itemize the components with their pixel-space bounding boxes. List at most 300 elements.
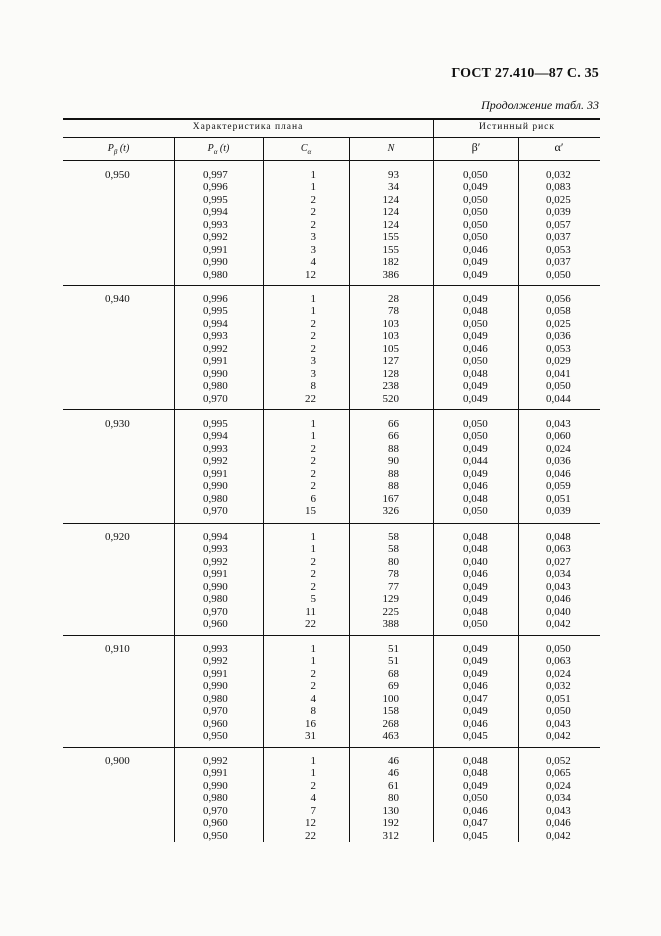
column-c-alpha — [293, 293, 316, 405]
cell-beta: 0,050 — [463, 317, 488, 330]
cell-n: 88 — [388, 442, 399, 455]
table-continuation-caption: Продолжение табл. 33 — [481, 98, 599, 112]
cell-p-alpha: 0,992 — [203, 455, 228, 468]
cell-n: 88 — [388, 467, 399, 480]
cell-alpha: 0,036 — [546, 455, 571, 468]
cell-alpha: 0,051 — [546, 492, 571, 505]
cell-n: 128 — [382, 367, 399, 380]
cell-n: 78 — [388, 305, 399, 318]
cell-n: 238 — [382, 380, 399, 393]
column-c-alpha — [293, 169, 316, 281]
cell-beta: 0,049 — [463, 779, 488, 792]
col-header-n: N — [387, 143, 395, 154]
cell-n: 130 — [382, 804, 399, 817]
column-p-alpha — [203, 531, 231, 631]
cell-alpha: 0,065 — [546, 767, 571, 780]
cell-n: 103 — [382, 330, 399, 343]
column-c-alpha — [293, 418, 316, 518]
column-rule — [349, 160, 350, 842]
cell-p-alpha: 0,992 — [203, 231, 228, 244]
cell-c-alpha: 1 — [310, 293, 316, 305]
cell-p-alpha: 0,992 — [203, 755, 228, 767]
cell-alpha: 0,056 — [546, 293, 571, 305]
cell-p-alpha: 0,990 — [203, 680, 228, 693]
cell-c-alpha: 2 — [310, 342, 316, 355]
cell-c-alpha: 2 — [310, 467, 316, 480]
cell-c-alpha: 2 — [310, 667, 316, 680]
cell-p-alpha: 0,992 — [203, 655, 228, 668]
column-alpha — [546, 643, 574, 743]
cell-alpha: 0,042 — [546, 618, 571, 631]
cell-p-alpha: 0,970 — [203, 392, 228, 405]
cell-beta: 0,048 — [463, 767, 488, 780]
col-header-beta: β′ — [471, 140, 481, 154]
cell-alpha: 0,042 — [546, 829, 571, 842]
group-separator — [63, 523, 600, 524]
cell-alpha: 0,024 — [546, 667, 571, 680]
column-alpha — [546, 418, 574, 518]
column-n — [369, 293, 399, 405]
cell-beta: 0,049 — [463, 442, 488, 455]
group-separator — [63, 747, 600, 748]
cell-c-alpha: 3 — [310, 231, 316, 244]
cell-p-alpha: 0,950 — [203, 730, 228, 743]
cell-c-alpha: 22 — [305, 618, 316, 631]
cell-c-alpha: 1 — [310, 430, 316, 443]
cell-c-alpha: 5 — [310, 593, 316, 606]
column-alpha — [546, 293, 574, 405]
cell-alpha: 0,046 — [546, 467, 571, 480]
column-c-alpha — [293, 755, 316, 842]
column-c-alpha — [293, 643, 316, 743]
cell-alpha: 0,083 — [546, 181, 571, 194]
cell-p-alpha: 0,970 — [203, 804, 228, 817]
cell-c-alpha: 1 — [310, 305, 316, 318]
cell-beta: 0,050 — [463, 169, 488, 181]
group-separator — [63, 635, 600, 636]
cell-c-alpha: 15 — [305, 505, 316, 518]
cell-c-alpha: 2 — [310, 779, 316, 792]
cell-p-alpha: 0,991 — [203, 243, 228, 256]
cell-p-beta: 0,900 — [105, 755, 130, 767]
cell-p-alpha: 0,991 — [203, 568, 228, 581]
cell-beta: 0,048 — [463, 605, 488, 618]
cell-n: 167 — [382, 492, 399, 505]
cell-c-alpha: 8 — [310, 705, 316, 718]
column-beta — [463, 755, 491, 842]
cell-beta: 0,050 — [463, 355, 488, 368]
cell-n: 80 — [388, 555, 399, 568]
cell-p-alpha: 0,980 — [203, 268, 228, 281]
cell-n: 93 — [388, 169, 399, 181]
cell-n: 124 — [382, 193, 399, 206]
cell-alpha: 0,043 — [546, 418, 571, 430]
cell-alpha: 0,041 — [546, 367, 571, 380]
column-n — [369, 643, 399, 743]
cell-n: 386 — [382, 268, 399, 281]
cell-c-alpha: 2 — [310, 193, 316, 206]
cell-c-alpha: 2 — [310, 330, 316, 343]
cell-c-alpha: 7 — [310, 804, 316, 817]
cell-c-alpha: 3 — [310, 355, 316, 368]
cell-p-alpha: 0,990 — [203, 367, 228, 380]
column-rule — [433, 160, 434, 842]
group-separator — [63, 285, 600, 286]
cell-c-alpha: 2 — [310, 568, 316, 581]
cell-alpha: 0,039 — [546, 206, 571, 219]
cell-p-alpha: 0,991 — [203, 355, 228, 368]
cell-n: 66 — [388, 430, 399, 443]
column-n — [369, 169, 399, 281]
cell-c-alpha: 1 — [310, 169, 316, 181]
cell-beta: 0,050 — [463, 430, 488, 443]
cell-c-alpha: 1 — [310, 755, 316, 767]
cell-alpha: 0,032 — [546, 169, 571, 181]
cell-n: 155 — [382, 243, 399, 256]
cell-n: 46 — [388, 755, 399, 767]
col-header-c-alpha: $C_\alpha$ — [300, 143, 312, 156]
cell-c-alpha: 1 — [310, 543, 316, 556]
cell-beta: 0,049 — [463, 643, 488, 655]
cell-alpha: 0,042 — [546, 730, 571, 743]
cell-beta: 0,050 — [463, 505, 488, 518]
cell-beta: 0,046 — [463, 243, 488, 256]
cell-alpha: 0,053 — [546, 342, 571, 355]
cell-beta: 0,040 — [463, 555, 488, 568]
cell-beta: 0,048 — [463, 305, 488, 318]
cell-alpha: 0,043 — [546, 717, 571, 730]
cell-c-alpha: 12 — [305, 268, 316, 281]
cell-alpha: 0,037 — [546, 256, 571, 269]
cell-p-alpha: 0,994 — [203, 531, 228, 543]
cell-beta: 0,046 — [463, 717, 488, 730]
column-rule — [174, 160, 175, 842]
cell-p-alpha: 0,980 — [203, 380, 228, 393]
column-p-alpha — [203, 755, 231, 842]
cell-n: 58 — [388, 531, 399, 543]
cell-beta: 0,050 — [463, 193, 488, 206]
cell-beta: 0,049 — [463, 655, 488, 668]
cell-beta: 0,048 — [463, 367, 488, 380]
cell-n: 51 — [388, 655, 399, 668]
cell-beta: 0,050 — [463, 206, 488, 219]
column-beta — [463, 531, 491, 631]
cell-n: 326 — [382, 505, 399, 518]
cell-n: 66 — [388, 418, 399, 430]
cell-c-alpha: 2 — [310, 442, 316, 455]
cell-p-alpha: 0,996 — [203, 293, 228, 305]
cell-n: 100 — [382, 692, 399, 705]
column-n — [369, 531, 399, 631]
cell-alpha: 0,050 — [546, 705, 571, 718]
cell-alpha: 0,037 — [546, 231, 571, 244]
cell-p-alpha: 0,960 — [203, 817, 228, 830]
column-p-alpha — [203, 169, 231, 281]
cell-c-alpha: 2 — [310, 206, 316, 219]
cell-beta: 0,045 — [463, 829, 488, 842]
cell-n: 158 — [382, 705, 399, 718]
cell-beta: 0,049 — [463, 667, 488, 680]
cell-alpha: 0,040 — [546, 605, 571, 618]
cell-n: 58 — [388, 543, 399, 556]
cell-beta: 0,050 — [463, 792, 488, 805]
cell-n: 80 — [388, 792, 399, 805]
cell-alpha: 0,053 — [546, 243, 571, 256]
cell-p-beta: 0,930 — [105, 418, 130, 430]
cell-n: 77 — [388, 580, 399, 593]
cell-p-alpha: 0,994 — [203, 430, 228, 443]
column-alpha — [546, 755, 574, 842]
cell-p-beta: 0,940 — [105, 293, 130, 305]
column-beta — [463, 643, 491, 743]
group-header-rule — [63, 137, 435, 138]
cell-alpha: 0,052 — [546, 755, 571, 767]
cell-n: 69 — [388, 680, 399, 693]
cell-n: 192 — [382, 817, 399, 830]
cell-p-alpha: 0,990 — [203, 779, 228, 792]
cell-n: 46 — [388, 767, 399, 780]
cell-c-alpha: 1 — [310, 767, 316, 780]
cell-p-alpha: 0,993 — [203, 442, 228, 455]
cell-alpha: 0,063 — [546, 543, 571, 556]
cell-p-alpha: 0,990 — [203, 256, 228, 269]
cell-p-alpha: 0,970 — [203, 705, 228, 718]
cell-beta: 0,049 — [463, 330, 488, 343]
cell-alpha: 0,048 — [546, 531, 571, 543]
cell-p-alpha: 0,970 — [203, 605, 228, 618]
cell-alpha: 0,032 — [546, 680, 571, 693]
cell-beta: 0,049 — [463, 705, 488, 718]
cell-n: 68 — [388, 667, 399, 680]
cell-c-alpha: 2 — [310, 455, 316, 468]
cell-c-alpha: 2 — [310, 555, 316, 568]
cell-n: 129 — [382, 593, 399, 606]
cell-c-alpha: 1 — [310, 531, 316, 543]
cell-p-alpha: 0,990 — [203, 480, 228, 493]
cell-alpha: 0,025 — [546, 317, 571, 330]
cell-alpha: 0,043 — [546, 804, 571, 817]
cell-p-alpha: 0,997 — [203, 169, 228, 181]
cell-p-alpha: 0,991 — [203, 467, 228, 480]
cell-beta: 0,046 — [463, 804, 488, 817]
cell-p-beta: 0,950 — [105, 169, 130, 181]
cell-beta: 0,048 — [463, 492, 488, 505]
cell-beta: 0,049 — [463, 392, 488, 405]
cell-n: 182 — [382, 256, 399, 269]
column-beta — [463, 418, 491, 518]
cell-beta: 0,048 — [463, 531, 488, 543]
col-header-p-alpha: $P_\alpha$ (t) — [207, 143, 230, 156]
cell-beta: 0,049 — [463, 380, 488, 393]
cell-beta: 0,049 — [463, 181, 488, 194]
cell-c-alpha: 1 — [310, 643, 316, 655]
cell-beta: 0,049 — [463, 293, 488, 305]
cell-c-alpha: 4 — [310, 692, 316, 705]
cell-n: 520 — [382, 392, 399, 405]
cell-alpha: 0,043 — [546, 580, 571, 593]
cell-n: 34 — [388, 181, 399, 194]
cell-c-alpha: 4 — [310, 256, 316, 269]
cell-n: 225 — [382, 605, 399, 618]
cell-beta: 0,048 — [463, 543, 488, 556]
cell-n: 388 — [382, 618, 399, 631]
cell-p-alpha: 0,970 — [203, 505, 228, 518]
cell-beta: 0,049 — [463, 580, 488, 593]
cell-c-alpha: 2 — [310, 317, 316, 330]
cell-c-alpha: 11 — [305, 605, 316, 618]
cell-beta: 0,050 — [463, 618, 488, 631]
col-header-p-beta: $P_\beta$ (t) — [107, 143, 130, 156]
cell-alpha: 0,034 — [546, 792, 571, 805]
cell-n: 28 — [388, 293, 399, 305]
cell-p-alpha: 0,993 — [203, 218, 228, 231]
column-p-alpha — [203, 293, 231, 405]
cell-beta: 0,046 — [463, 342, 488, 355]
cell-beta: 0,049 — [463, 268, 488, 281]
cell-c-alpha: 2 — [310, 680, 316, 693]
cell-c-alpha: 22 — [305, 392, 316, 405]
cell-p-alpha: 0,960 — [203, 618, 228, 631]
cell-p-alpha: 0,992 — [203, 555, 228, 568]
cell-c-alpha: 2 — [310, 218, 316, 231]
column-beta — [463, 293, 491, 405]
column-p-alpha — [203, 643, 231, 743]
cell-p-alpha: 0,993 — [203, 643, 228, 655]
cell-c-alpha: 2 — [310, 580, 316, 593]
cell-n: 268 — [382, 717, 399, 730]
table-top-rule — [63, 118, 600, 120]
cell-p-alpha: 0,991 — [203, 767, 228, 780]
column-n — [369, 418, 399, 518]
cell-c-alpha: 3 — [310, 367, 316, 380]
cell-beta: 0,048 — [463, 755, 488, 767]
cell-alpha: 0,060 — [546, 430, 571, 443]
cell-p-alpha: 0,993 — [203, 330, 228, 343]
cell-n: 312 — [382, 829, 399, 842]
header-bottom-rule — [63, 160, 600, 161]
cell-p-alpha: 0,960 — [203, 717, 228, 730]
group-header-risk: Истинный риск — [479, 122, 555, 132]
cell-alpha: 0,050 — [546, 268, 571, 281]
column-beta — [463, 169, 491, 281]
cell-p-beta: 0,920 — [105, 531, 130, 543]
cell-beta: 0,044 — [463, 455, 488, 468]
cell-p-alpha: 0,995 — [203, 193, 228, 206]
cell-beta: 0,046 — [463, 680, 488, 693]
cell-alpha: 0,059 — [546, 480, 571, 493]
cell-n: 105 — [382, 342, 399, 355]
cell-n: 155 — [382, 231, 399, 244]
cell-alpha: 0,046 — [546, 817, 571, 830]
cell-beta: 0,049 — [463, 593, 488, 606]
page-header: ГОСТ 27.410—87 С. 35 — [451, 66, 599, 81]
cell-n: 127 — [382, 355, 399, 368]
cell-alpha: 0,050 — [546, 380, 571, 393]
cell-alpha: 0,046 — [546, 593, 571, 606]
cell-c-alpha: 3 — [310, 243, 316, 256]
cell-alpha: 0,034 — [546, 568, 571, 581]
cell-n: 124 — [382, 206, 399, 219]
cell-p-alpha: 0,980 — [203, 593, 228, 606]
cell-beta: 0,050 — [463, 231, 488, 244]
cell-c-alpha: 4 — [310, 792, 316, 805]
cell-c-alpha: 31 — [305, 730, 316, 743]
cell-p-alpha: 0,994 — [203, 317, 228, 330]
cell-c-alpha: 8 — [310, 380, 316, 393]
column-n — [369, 755, 399, 842]
cell-beta: 0,046 — [463, 568, 488, 581]
cell-beta: 0,046 — [463, 480, 488, 493]
cell-p-alpha: 0,994 — [203, 206, 228, 219]
cell-p-alpha: 0,992 — [203, 342, 228, 355]
cell-alpha: 0,027 — [546, 555, 571, 568]
cell-p-alpha: 0,995 — [203, 305, 228, 318]
cell-beta: 0,047 — [463, 817, 488, 830]
cell-c-alpha: 22 — [305, 829, 316, 842]
cell-p-beta: 0,910 — [105, 643, 130, 655]
cell-alpha: 0,024 — [546, 779, 571, 792]
cell-n: 88 — [388, 480, 399, 493]
cell-n: 78 — [388, 568, 399, 581]
cell-beta: 0,049 — [463, 467, 488, 480]
column-alpha — [546, 531, 574, 631]
cell-beta: 0,047 — [463, 692, 488, 705]
cell-p-alpha: 0,980 — [203, 492, 228, 505]
cell-alpha: 0,057 — [546, 218, 571, 231]
cell-c-alpha: 12 — [305, 817, 316, 830]
cell-alpha: 0,029 — [546, 355, 571, 368]
group-header-plan: Характеристика плана — [192, 122, 304, 132]
cell-alpha: 0,039 — [546, 505, 571, 518]
cell-n: 61 — [388, 779, 399, 792]
group-separator — [63, 409, 600, 410]
cell-c-alpha: 1 — [310, 418, 316, 430]
cell-beta: 0,050 — [463, 418, 488, 430]
cell-alpha: 0,058 — [546, 305, 571, 318]
column-c-alpha — [293, 531, 316, 631]
cell-p-alpha: 0,950 — [203, 829, 228, 842]
col-header-alpha: α′ — [554, 140, 564, 154]
cell-p-alpha: 0,990 — [203, 580, 228, 593]
column-p-alpha — [203, 418, 231, 518]
cell-c-alpha: 1 — [310, 181, 316, 194]
cell-alpha: 0,063 — [546, 655, 571, 668]
cell-alpha: 0,025 — [546, 193, 571, 206]
cell-p-alpha: 0,996 — [203, 181, 228, 194]
cell-n: 90 — [388, 455, 399, 468]
cell-c-alpha: 1 — [310, 655, 316, 668]
cell-alpha: 0,050 — [546, 643, 571, 655]
cell-beta: 0,050 — [463, 218, 488, 231]
cell-n: 103 — [382, 317, 399, 330]
cell-n: 51 — [388, 643, 399, 655]
cell-alpha: 0,024 — [546, 442, 571, 455]
cell-p-alpha: 0,980 — [203, 692, 228, 705]
cell-p-alpha: 0,980 — [203, 792, 228, 805]
cell-alpha: 0,051 — [546, 692, 571, 705]
cell-p-alpha: 0,991 — [203, 667, 228, 680]
cell-beta: 0,049 — [463, 256, 488, 269]
column-rule — [263, 160, 264, 842]
cell-alpha: 0,044 — [546, 392, 571, 405]
cell-c-alpha: 6 — [310, 492, 316, 505]
cell-beta: 0,045 — [463, 730, 488, 743]
cell-n: 124 — [382, 218, 399, 231]
cell-alpha: 0,036 — [546, 330, 571, 343]
cell-p-alpha: 0,993 — [203, 543, 228, 556]
cell-c-alpha: 2 — [310, 480, 316, 493]
cell-p-alpha: 0,995 — [203, 418, 228, 430]
